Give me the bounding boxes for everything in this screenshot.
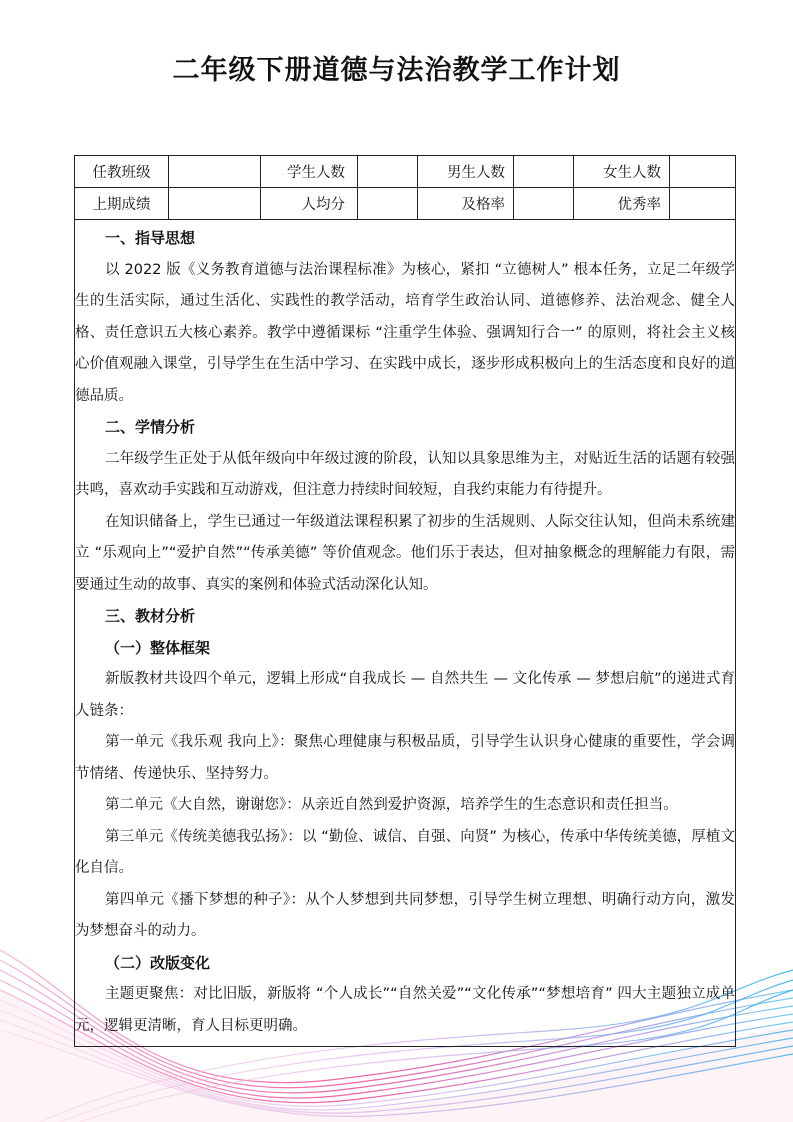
score-info-row — [75, 188, 736, 220]
teaching-plan-table — [74, 155, 736, 1047]
section-heading-student-analysis: 二、学情分析 — [105, 418, 196, 436]
label-pass-rate: 及格率 — [418, 188, 514, 220]
paragraph-unit-2: 第二单元《大自然，谢谢您》：从亲近自然到爱护资源，培养学生的生态意识和责任担当。 — [105, 797, 678, 813]
label-girls-count: 女生人数 — [574, 156, 670, 188]
paragraph-student-analysis-1: 二年级学生正处于从低年级向中年级过渡的阶段，认知以具象思维为主，对贴近生活的话题有较强共鸣，喜欢动手实践和互动游戏，但注意力持续时间较短，自我约束能力有待提升。 — [75, 450, 735, 498]
subheading-revision-changes: （二）改版变化 — [105, 953, 211, 972]
value-excellent-rate — [670, 188, 736, 220]
value-pass-rate — [514, 188, 574, 220]
paragraph-student-analysis-2: 在知识储备上，学生已通过一年级道法课程积累了初步的生活规则、人际交往认知，但尚未系统建立 “乐观向上”“爱护自然”“传承美德” 等价值观念。他们乐于表达，但对抽象概念的理解能力有限，需要通过生动的故事、真实的案例和体验式活动深化认知。 — [75, 513, 735, 593]
label-average: 人均分 — [261, 188, 358, 220]
section-heading-guiding-ideology: 一、指导思想 — [105, 229, 196, 247]
class-info-row — [75, 156, 736, 188]
value-average — [358, 188, 418, 220]
label-last-score: 上期成绩 — [75, 188, 169, 220]
page-title: 二年级下册道德与法治教学工作计划 — [172, 55, 621, 86]
paragraph-unit-4: 第四单元《播下梦想的种子》：从个人梦想到共同梦想，引导学生树立理想、明确行动方向，激发为梦想奋斗的动力。 — [75, 891, 735, 939]
label-boys-count: 男生人数 — [418, 156, 514, 188]
section-heading-textbook-analysis: 三、教材分析 — [105, 607, 196, 625]
paragraph-framework-intro: 新版教材共设四个单元，逻辑上形成“自我成长 — 自然共生 — 文化传承 — 梦想启航”的递进式育人链条： — [75, 671, 735, 719]
label-student-count: 学生人数 — [261, 156, 358, 188]
plan-content — [75, 220, 736, 1047]
content-row — [75, 220, 736, 1047]
value-class — [169, 156, 261, 188]
value-boys-count — [514, 156, 574, 188]
value-girls-count — [670, 156, 736, 188]
label-class: 任教班级 — [75, 156, 169, 188]
value-last-score — [169, 188, 261, 220]
value-student-count — [358, 156, 418, 188]
label-excellent-rate: 优秀率 — [574, 188, 670, 220]
paragraph-unit-3: 第三单元《传统美德我弘扬》：以 “勤俭、诚信、自强、向贤” 为核心，传承中华传统美德，厚植文化自信。 — [75, 828, 735, 876]
subheading-overall-framework: （一）整体框架 — [105, 638, 211, 657]
paragraph-unit-1: 第一单元《我乐观 我向上》：聚焦心理健康与积极品质，引导学生认识身心健康的重要性，学会调节情绪、传递快乐、坚持努力。 — [75, 734, 735, 782]
paragraph-guiding-ideology: 以 2022 版《义务教育道德与法治课程标准》为核心，紧扣 “立德树人” 根本任务，立足二年级学生的生活实际，通过生活化、实践性的教学活动，培育学生政治认同、道德修养、法治观念、健全人格、责任意识五大核心素养。教学中遵循课标 “注重学生体验、强调知行合一” 的原则，将社会主义核心价值观融入课堂，引导学生在生活中学习、在实践中成长，逐步形成积极向上的生活态度和良好的道德品质。 — [75, 261, 735, 404]
paragraph-revision-changes: 主题更聚焦：对比旧版，新版将 “个人成长”“自然关爱”“文化传承”“梦想培育” 四大主题独立成单元，逻辑更清晰，育人目标更明确。 — [75, 986, 735, 1034]
